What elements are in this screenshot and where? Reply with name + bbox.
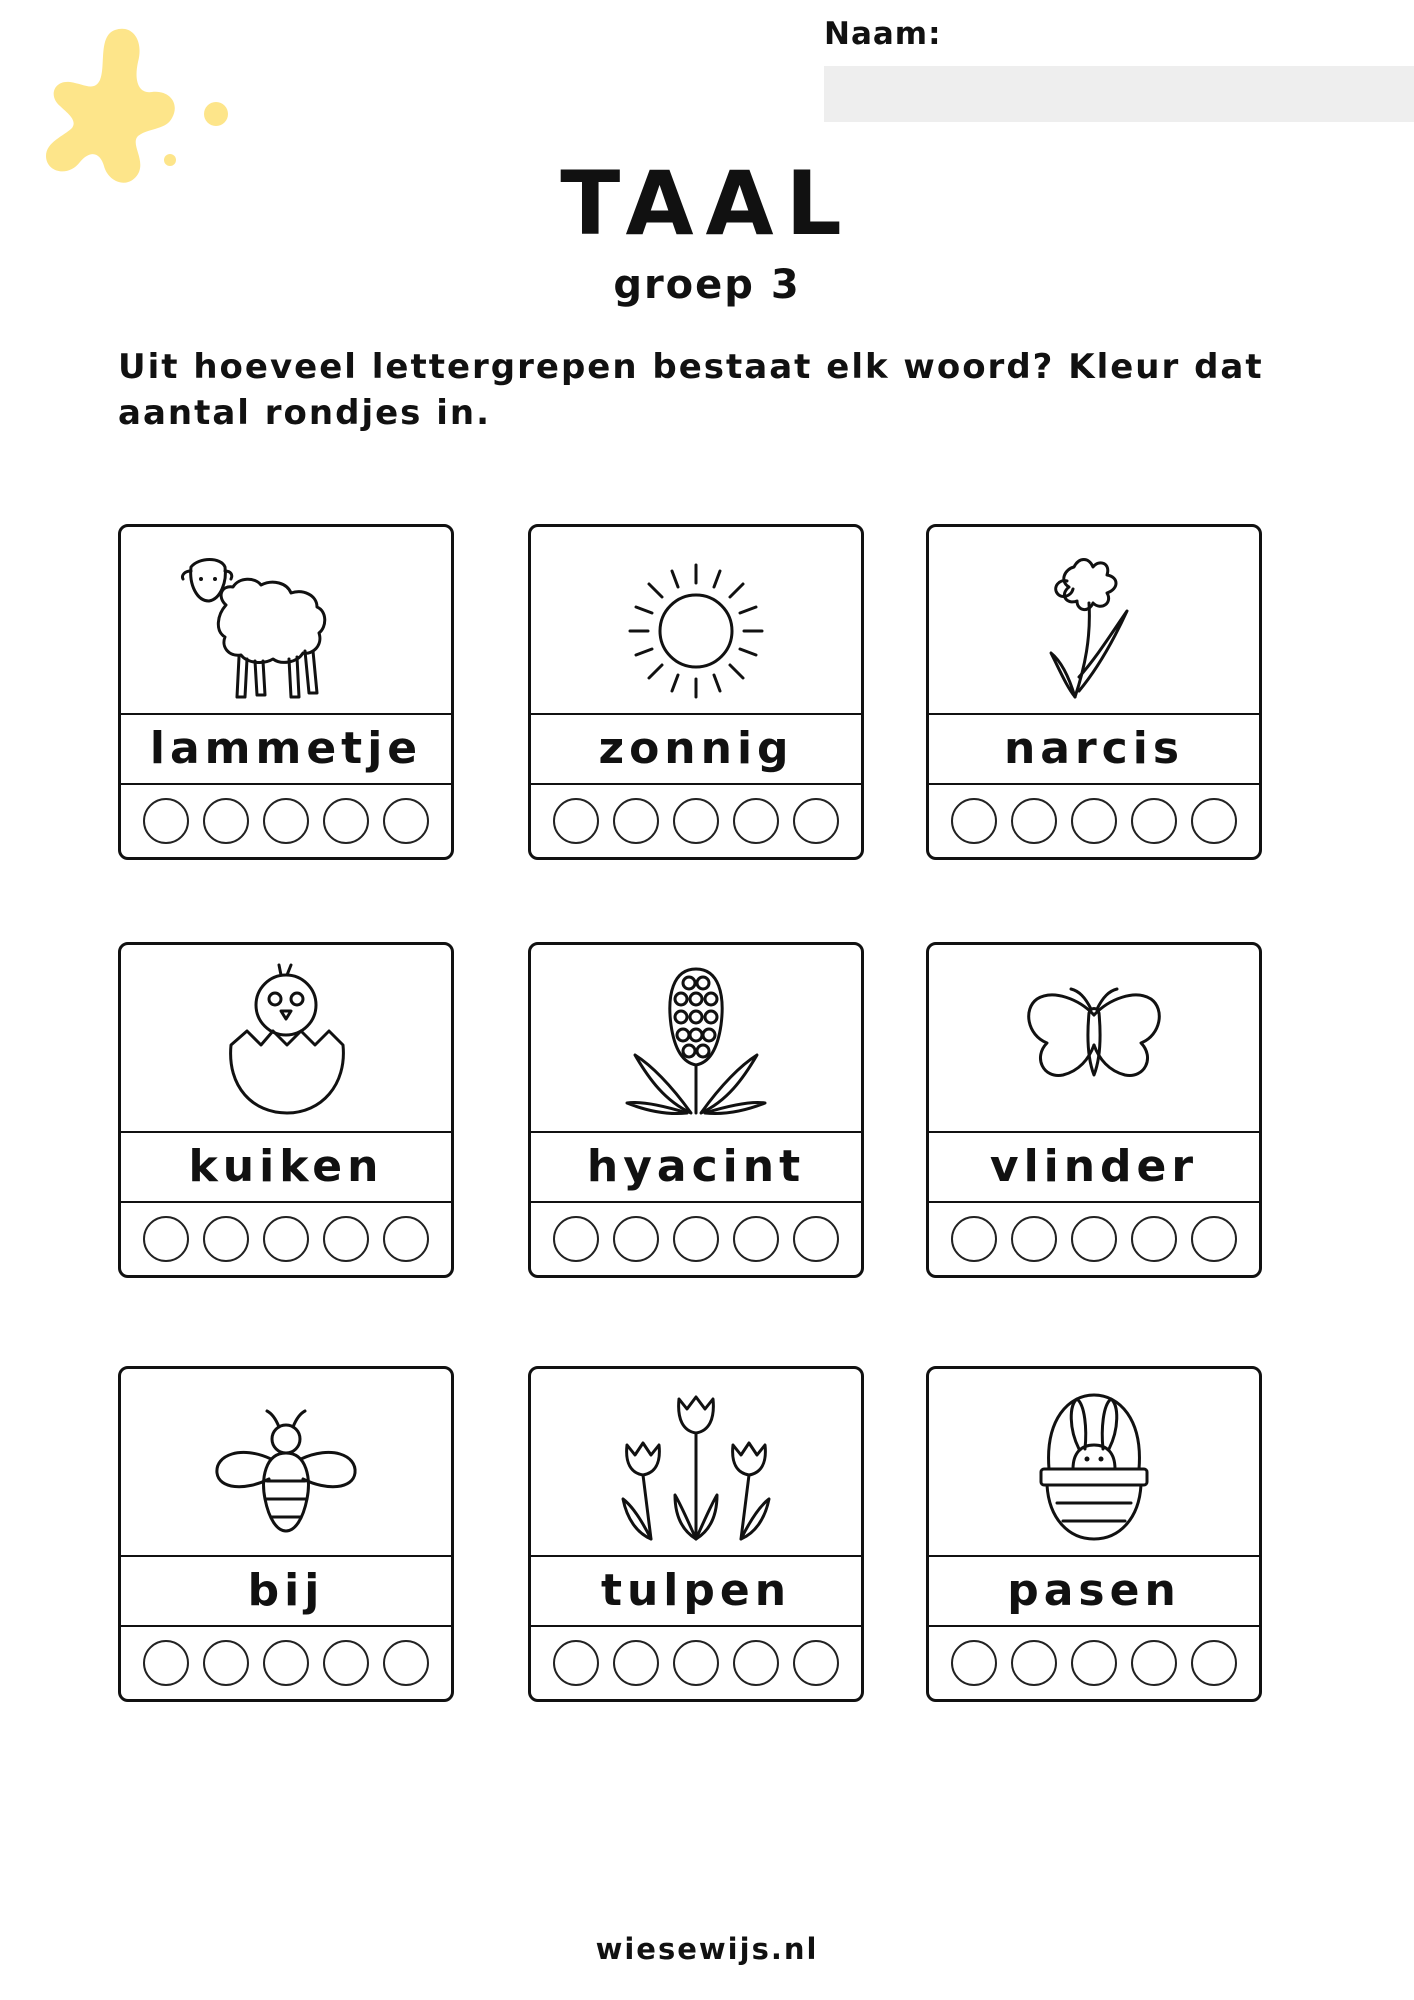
instruction-text: Uit hoeveel lettergrepen bestaat elk woord? Kleur dat aantal rondjes in. <box>118 347 1264 433</box>
syllable-circle[interactable] <box>1011 1216 1057 1262</box>
syllable-circles <box>121 785 451 857</box>
easter-basket-icon <box>929 1369 1259 1555</box>
syllable-circles <box>531 785 861 857</box>
sheep-icon <box>121 527 451 713</box>
syllable-circle[interactable] <box>263 1216 309 1262</box>
syllable-circle[interactable] <box>793 1216 839 1262</box>
word-label: bij <box>121 1555 451 1627</box>
syllable-circle[interactable] <box>263 798 309 844</box>
syllable-circle[interactable] <box>383 798 429 844</box>
syllable-circle[interactable] <box>553 1216 599 1262</box>
word-card <box>118 524 454 860</box>
bee-icon <box>121 1369 451 1555</box>
syllable-circle[interactable] <box>383 1216 429 1262</box>
syllable-circle[interactable] <box>1131 798 1177 844</box>
name-field[interactable] <box>824 66 1414 122</box>
syllable-circle[interactable] <box>1191 1216 1237 1262</box>
word-card <box>118 942 454 1278</box>
word-card <box>926 942 1262 1278</box>
butterfly-icon <box>929 945 1259 1131</box>
syllable-circle[interactable] <box>203 1216 249 1262</box>
syllable-circle[interactable] <box>143 798 189 844</box>
syllable-circle[interactable] <box>1011 798 1057 844</box>
syllable-circles <box>531 1203 861 1275</box>
word-label: lammetje <box>121 713 451 785</box>
syllable-circles <box>531 1627 861 1699</box>
word-label: zonnig <box>531 713 861 785</box>
syllable-circle[interactable] <box>553 1640 599 1686</box>
page-title: TAAL <box>560 152 854 255</box>
syllable-circle[interactable] <box>323 1640 369 1686</box>
syllable-circle[interactable] <box>203 798 249 844</box>
syllable-circle[interactable] <box>1011 1640 1057 1686</box>
syllable-circle[interactable] <box>1071 1216 1117 1262</box>
word-card <box>118 1366 454 1702</box>
word-card <box>528 1366 864 1702</box>
syllable-circle[interactable] <box>203 1640 249 1686</box>
hyacinth-icon <box>531 945 861 1131</box>
chick-icon <box>121 945 451 1131</box>
syllable-circle[interactable] <box>613 798 659 844</box>
syllable-circle[interactable] <box>951 1216 997 1262</box>
name-label: Naam: <box>824 16 942 52</box>
page-subtitle: groep 3 <box>613 262 801 308</box>
word-card <box>926 524 1262 860</box>
syllable-circle[interactable] <box>1131 1216 1177 1262</box>
syllable-circle[interactable] <box>673 1216 719 1262</box>
syllable-circles <box>929 1203 1259 1275</box>
word-card <box>926 1366 1262 1702</box>
footer-site: wiesewijs.nl <box>595 1932 819 1966</box>
syllable-circle[interactable] <box>383 1640 429 1686</box>
word-label: kuiken <box>121 1131 451 1203</box>
syllable-circle[interactable] <box>613 1640 659 1686</box>
syllable-circle[interactable] <box>143 1216 189 1262</box>
syllable-circle[interactable] <box>613 1216 659 1262</box>
tulips-icon <box>531 1369 861 1555</box>
syllable-circle[interactable] <box>323 1216 369 1262</box>
syllable-circle[interactable] <box>263 1640 309 1686</box>
word-label: vlinder <box>929 1131 1259 1203</box>
syllable-circles <box>929 1627 1259 1699</box>
syllable-circle[interactable] <box>733 1640 779 1686</box>
syllable-circle[interactable] <box>1071 1640 1117 1686</box>
daffodil-icon <box>929 527 1259 713</box>
syllable-circle[interactable] <box>793 798 839 844</box>
word-label: narcis <box>929 713 1259 785</box>
word-card <box>528 942 864 1278</box>
syllable-circle[interactable] <box>323 798 369 844</box>
word-label: pasen <box>929 1555 1259 1627</box>
syllable-circles <box>121 1203 451 1275</box>
syllable-circle[interactable] <box>143 1640 189 1686</box>
syllable-circle[interactable] <box>733 798 779 844</box>
syllable-circle[interactable] <box>1131 1640 1177 1686</box>
syllable-circle[interactable] <box>553 798 599 844</box>
syllable-circle[interactable] <box>673 798 719 844</box>
syllable-circle[interactable] <box>951 798 997 844</box>
syllable-circle[interactable] <box>1191 1640 1237 1686</box>
syllable-circle[interactable] <box>1191 798 1237 844</box>
sun-icon <box>531 527 861 713</box>
syllable-circle[interactable] <box>793 1640 839 1686</box>
word-card <box>528 524 864 860</box>
word-label: hyacint <box>531 1131 861 1203</box>
syllable-circles <box>929 785 1259 857</box>
syllable-circle[interactable] <box>1071 798 1117 844</box>
word-label: tulpen <box>531 1555 861 1627</box>
syllable-circles <box>121 1627 451 1699</box>
syllable-circle[interactable] <box>733 1216 779 1262</box>
syllable-circle[interactable] <box>951 1640 997 1686</box>
syllable-circle[interactable] <box>673 1640 719 1686</box>
